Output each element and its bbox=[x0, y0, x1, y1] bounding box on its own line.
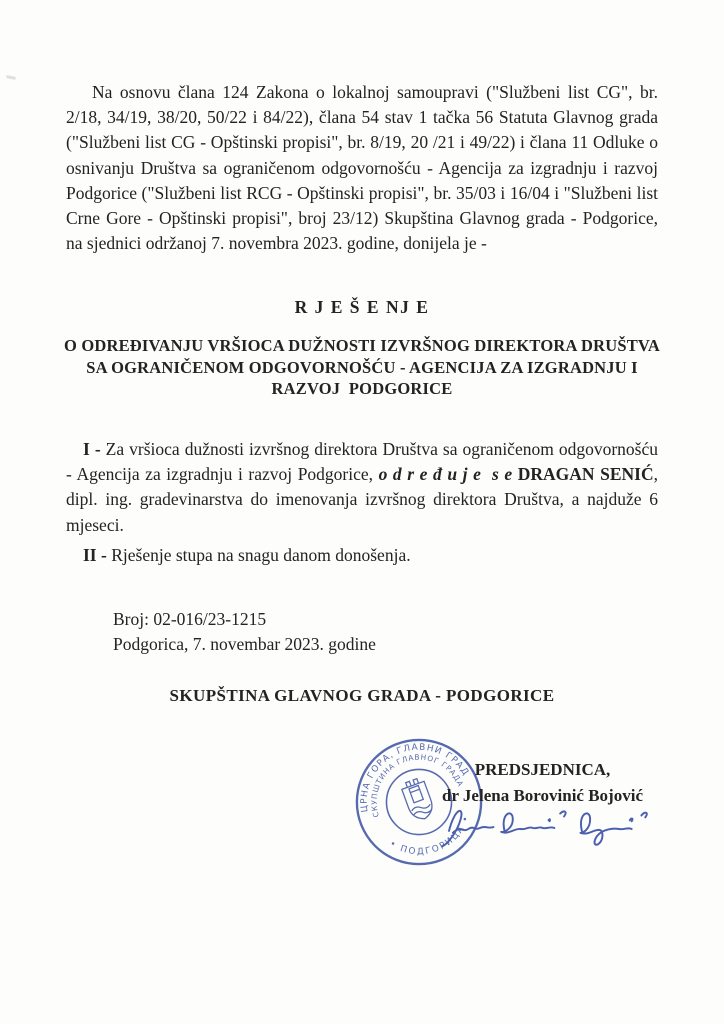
decision-heading: R J E Š E NJ E bbox=[294, 297, 430, 317]
item-1-paragraph bbox=[66, 437, 658, 538]
item-1-text-after: , dipl. ing. gradevinarstva do imenovanja izvršnog direktora Društva, a najduže 6 mjeseci. bbox=[66, 464, 658, 535]
item-1-text-before: Za vršioca dužnosti izvršnog direktora Društva sa ograničenom odgovornošću - Agencija za izgradnju i razvoj Podgorice, bbox=[66, 439, 658, 485]
handwritten-signature-icon bbox=[438, 800, 663, 858]
item-1-emphasis: o d r e đ u j e s e bbox=[378, 464, 513, 485]
item-1-person-name: DRAGAN SENIĆ bbox=[517, 464, 654, 485]
place-and-date: Podgorica, 7. novembar 2023. godine bbox=[113, 634, 376, 655]
item-2-paragraph bbox=[66, 543, 658, 568]
stamp-outer-top-text: ЦРНА ГОРА, ГЛАВНИ ГРАД bbox=[359, 742, 471, 813]
reference-number: Broj: 02-016/23-1215 bbox=[113, 609, 267, 629]
intro-paragraph: Na osnovu člana 124 Zakona o lokalnoj samoupravi ("Službeni list CG", br. 2/18, 34/19, 38/20, 50/22 i 84/22), člana 54 stav 1 tačka 56 Statuta Glavnog grada ("Službeni list CG - Opštinski propisi", br. 8/19, 20 /21 i 49/22) i člana 11 Odluke o osnivanju Društva sa ograničenom odgovornošću - Agencija za izgradnju i razvoj Podgorice ("Službeni list RCG - Opštinski propisi", br. 35/03 i 16/04 i "Službeni list Crne Gore - Opštinski propisi", broj 23/12) Skupština Glavnog grada - Podgorice, na sjednici održanoj 7. novembra 2023. godine, donijela je - bbox=[66, 82, 658, 254]
decision-title bbox=[42, 335, 682, 400]
decision-title-line-1: O ODREĐIVANJU VRŠIOCA DUŽNOSTI IZVRŠNOG DIREKTORA DRUŠTVA bbox=[63, 336, 661, 355]
item-2-text: Rješenje stupa na snagu danom donošenja. bbox=[106, 545, 411, 565]
stamp-inner-text: СКУПШТИНА ГЛАВНОГ ГРАДА bbox=[369, 752, 466, 819]
item-2-numeral: II - bbox=[83, 545, 107, 565]
issuer-name: SKUPŠTINA GLAVNOG GRADA - PODGORICE bbox=[169, 686, 555, 705]
item-1-numeral: I - bbox=[83, 439, 101, 459]
signer-name: dr Jelena Borovinić Bojović bbox=[441, 786, 643, 805]
stamp-outer-bottom-text: • ПОДГОРИЦА • bbox=[387, 813, 473, 858]
scan-artifact bbox=[6, 75, 16, 80]
signer-title: PREDSJEDNICA, bbox=[474, 760, 611, 779]
reference-block bbox=[113, 607, 376, 657]
decision-title-line-2: SA OGRANIČENOM ODGOVORNOŠĆU - AGENCIJA ZA IZGRADNJU I bbox=[86, 357, 638, 377]
decision-title-line-3: RAZVOJ PODGORICE bbox=[271, 379, 453, 398]
